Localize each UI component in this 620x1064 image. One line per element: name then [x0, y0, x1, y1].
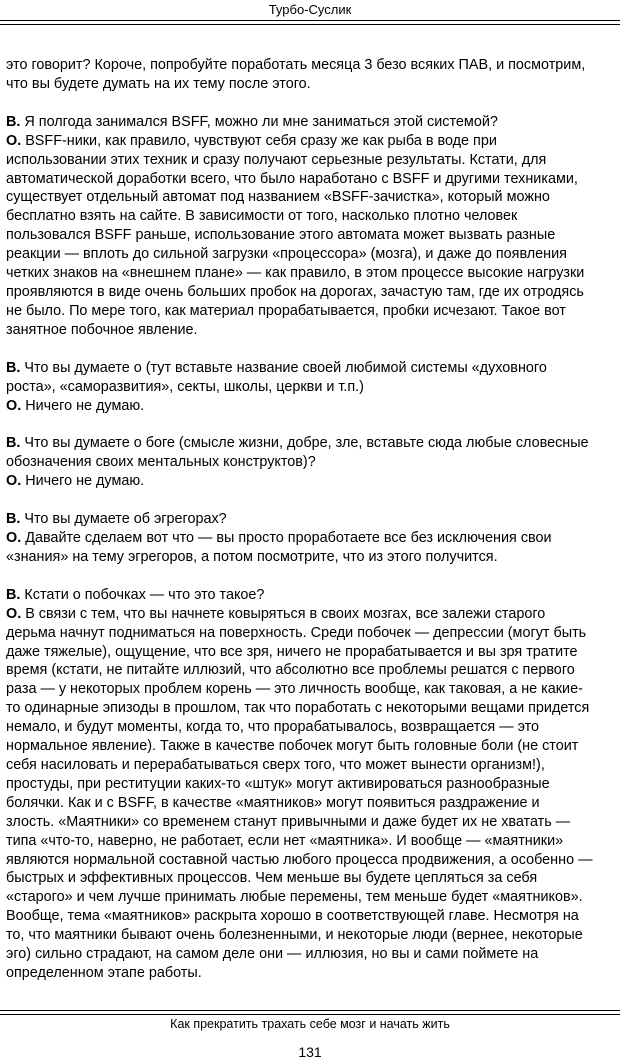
answer-line [6, 529, 614, 548]
footer-rule-top [0, 1010, 620, 1011]
answer-line [6, 397, 614, 416]
header-rule-bottom [0, 24, 620, 25]
text-line: не было. По мере того, как материал прорабатывается, пробки исчезают. Такое вот [6, 302, 566, 319]
text-line: раза — у некоторых проблем корень — это личность вообще, как таковая, а не какие- [6, 681, 583, 698]
text-line: время (кстати, не питайте иллюзий, что абсолютно все проблемы решатся с первого [6, 662, 575, 679]
text-line: это говорит? Короче, попробуйте поработать месяца 3 безо всяких ПАВ, и посмотрим, [6, 57, 586, 73]
text-line: бесплатно взять на сайте. В зависимости от того, насколько плотно человек [6, 208, 518, 225]
text-line: автоматической доработки всего, что было наработано с BSFF и другими техниками, [6, 170, 578, 187]
text-line: «старого» и чем лучше принимать любые перемены, тем меньше будет «маятников». [6, 889, 583, 906]
answer-text: Давайте сделаем вот что — вы просто проработаете все без исключения свои [25, 530, 552, 547]
page-body [6, 56, 614, 983]
answer-line [6, 472, 614, 491]
answer-label: О. [6, 473, 22, 490]
intro-paragraph [6, 56, 614, 94]
text-line: то одинарные эпизоды в прошлом, так что поработать с некоторыми вещами придется [6, 700, 590, 717]
question-label: В. [6, 586, 21, 603]
qa-block [6, 586, 614, 983]
header-rule-top [0, 20, 620, 21]
question-text: Кстати о побочках — что это такое? [24, 586, 265, 603]
question-line [6, 434, 614, 453]
answer-line [6, 132, 614, 151]
answer-text: В связи с тем, что вы начнете ковыряться в своих мозгах, все залежи старого [25, 605, 546, 622]
qa-block [6, 510, 614, 567]
text-line: существует отдельный автомат под названием «BSFF-зачистка», который можно [6, 189, 550, 206]
running-footer: Как прекратить трахать себе мозг и начать жить [170, 1017, 450, 1031]
text-line: обозначения своих ментальных конструктов)? [6, 454, 316, 471]
footer-rule-bottom [0, 1014, 620, 1015]
text-line: даже тяжелые), ощущение, что все зря, ничего не прорабатывается и вы зря тратите [6, 643, 578, 660]
page-number: 131 [298, 1044, 322, 1060]
question-label: В. [6, 435, 21, 452]
question-label: В. [6, 113, 21, 130]
question-text: Что вы думаете о боге (смысле жизни, добре, зле, вставьте сюда любые словесные [24, 435, 589, 452]
text-line: Вообще, тема «маятников» раскрыта хорошо в соответствующей главе. Несмотря на [6, 908, 579, 925]
text-line: занятное побочное явление. [6, 321, 198, 338]
question-label: В. [6, 511, 21, 528]
text-line: пользовался BSFF раньше, использование этого автомата может вызвать разные [6, 227, 556, 244]
question-text: Что вы думаете о (тут вставьте название своей любимой системы «духовного [24, 359, 547, 376]
answer-label: О. [6, 397, 22, 414]
qa-block [6, 359, 614, 416]
running-header: Турбо-Суслик [268, 2, 352, 17]
question-line [6, 510, 614, 529]
text-line: что вы будете думать на их тему после этого. [6, 75, 311, 92]
paragraph-gap [6, 491, 614, 510]
text-line: проявляются в виде очень больших пробок на дорогах, зачастую там, где их отродясь [6, 283, 584, 300]
paragraph-gap [6, 94, 614, 113]
answer-label: О. [6, 530, 22, 547]
text-line: использовании этих техник и сразу получают серьезные результаты. Кстати, для [6, 151, 547, 168]
text-line: эго) сильно страдают, на самом деле они — иллюзия, но вы и сами поймете на [6, 946, 539, 963]
text-line: дерьма начнут подниматься на поверхность. Среди побочек — депрессии (могут быть [6, 624, 587, 641]
text-line: реакции — вплоть до сильной загрузки «процессора» (мозга), и даже до появления [6, 246, 567, 263]
text-line: быстрых и эффективных процессов. Чем меньше вы будете цепляться за себя [6, 870, 538, 887]
text-line: типа «что-то, наверно, не работает, если нет «маятника». И вообще — «маятники» [6, 832, 564, 849]
text-line: себя насиловать и перерабатываться сверх того, что может вынести организм!), [6, 757, 545, 773]
question-text: Что вы думаете об эгрегорах? [24, 511, 227, 528]
answer-text: BSFF-ники, как правило, чувствуют себя сразу же как рыба в воде при [25, 132, 497, 149]
text-line: злость. «Маятники» со временем станут привычными и даже будет их не хватать — [6, 813, 571, 830]
paragraph-gap [6, 340, 614, 359]
answer-text: Ничего не думаю. [25, 473, 145, 490]
text-line: немало, и будут моменты, когда то, что прорабатывалось, возвращается — это [6, 719, 540, 736]
answer-label: О. [6, 132, 22, 149]
text-line: простуды, при реституции каких-то «штук» могут активироваться разнообразные [6, 775, 550, 792]
paragraph-gap [6, 567, 614, 586]
question-line [6, 113, 614, 132]
paragraph-gap [6, 415, 614, 434]
qa-block [6, 434, 614, 491]
text-line: являются нормальной составной частью любого процесса продвижения, а особенно — [6, 851, 593, 868]
text-line: нормальное явление). Также в качестве побочек могут быть головные боли (не стоит [6, 738, 579, 755]
text-line: то, что маятники бывают очень болезненными, и некоторые люди (вернее, некоторые [6, 927, 583, 944]
text-line: болячки. Как и с BSFF, в качестве «маятников» могут появиться раздражение и [6, 794, 540, 811]
qa-block [6, 113, 614, 340]
answer-line [6, 605, 614, 624]
question-label: В. [6, 359, 21, 376]
answer-label: О. [6, 605, 22, 622]
answer-text: Ничего не думаю. [25, 397, 145, 414]
question-line [6, 359, 614, 378]
text-line: «знания» на тему эгрегоров, а потом посмотрите, что из этого получится. [6, 548, 498, 565]
text-line: определенном этапе работы. [6, 964, 202, 981]
question-text: Я полгода занимался BSFF, можно ли мне заниматься этой системой? [24, 113, 498, 130]
text-line: роста», «саморазвития», секты, школы, церкви и т.п.) [6, 378, 364, 395]
question-line [6, 586, 614, 605]
text-line: четких знаков на «внешнем плане» — как правило, в этом процессе высокие нагрузки [6, 265, 585, 282]
